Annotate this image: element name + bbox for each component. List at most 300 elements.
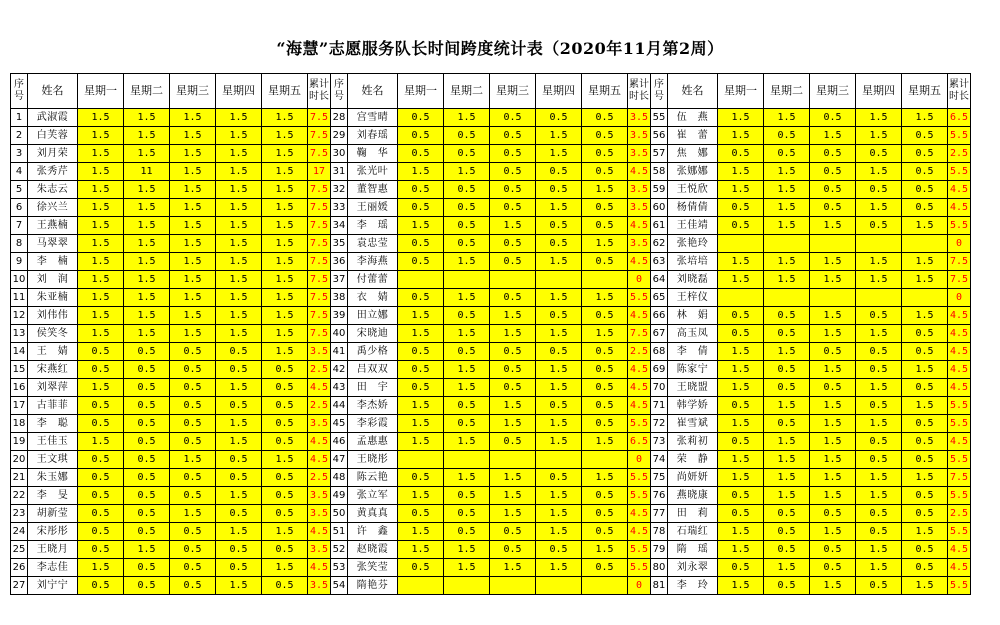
total-hours: 5.5 [628,415,651,433]
total-hours: 3.5 [308,487,331,505]
total-hours: 4.5 [308,451,331,469]
thursday-hours: 1.5 [536,559,582,577]
row-number: 81 [651,577,668,595]
row-number: 3 [11,145,28,163]
total-hours: 4.5 [628,379,651,397]
friday-hours: 0.5 [902,505,948,523]
name-header: 姓名 [348,74,398,109]
row-number: 59 [651,181,668,199]
monday-hours: 0.5 [78,577,124,595]
total-hours: 7.5 [308,235,331,253]
friday-hours: 1.5 [582,181,628,199]
total-hours: 17 [308,163,331,181]
tuesday-hours: 1.5 [124,541,170,559]
thursday-hours: 0.5 [856,361,902,379]
friday-hours: 1.5 [262,127,308,145]
total-hours: 4.5 [628,523,651,541]
friday-hours: 0.5 [902,451,948,469]
wednesday-hours: 0.5 [490,343,536,361]
table-row [11,415,971,433]
row-number: 51 [331,523,348,541]
wednesday-hours: 1.5 [490,325,536,343]
total-hours: 3.5 [628,145,651,163]
row-number: 42 [331,361,348,379]
table-row [11,523,971,541]
wednesday-hours: 0.5 [490,145,536,163]
monday-hours [718,289,764,307]
total-hours: 4.5 [948,325,971,343]
monday-hours: 1.5 [718,253,764,271]
tuesday-header: 星期二 [444,74,490,109]
monday-hours: 0.5 [398,109,444,127]
volunteer-name: 隋 瑶 [668,541,718,559]
row-number: 1 [11,109,28,127]
thursday-hours: 1.5 [536,505,582,523]
row-number: 11 [11,289,28,307]
thursday-hours: 1.5 [216,199,262,217]
wednesday-hours: 0.5 [170,379,216,397]
tuesday-hours: 1.5 [444,379,490,397]
table-row [11,325,971,343]
monday-hours: 0.5 [718,325,764,343]
monday-hours: 1.5 [398,397,444,415]
row-number: 24 [11,523,28,541]
tuesday-hours: 0.5 [124,559,170,577]
row-number: 39 [331,307,348,325]
monday-hours: 1.5 [718,379,764,397]
row-number: 16 [11,379,28,397]
row-number: 5 [11,181,28,199]
friday-hours: 1.5 [582,289,628,307]
friday-hours: 1.5 [902,307,948,325]
volunteer-name: 武淑霞 [28,109,78,127]
row-number: 2 [11,127,28,145]
tuesday-hours: 1.5 [444,469,490,487]
volunteer-name: 侯笑冬 [28,325,78,343]
volunteer-name: 王晓月 [28,541,78,559]
tuesday-hours: 0.5 [124,343,170,361]
friday-hours: 0.5 [582,163,628,181]
volunteer-name: 张艳玲 [668,235,718,253]
monday-hours: 1.5 [78,271,124,289]
monday-hours: 0.5 [718,217,764,235]
friday-hours: 0.5 [902,145,948,163]
thursday-hours: 0.5 [536,163,582,181]
row-number: 48 [331,469,348,487]
friday-hours: 0.5 [582,415,628,433]
volunteer-name: 孟惠惠 [348,433,398,451]
row-number: 72 [651,415,668,433]
row-number: 29 [331,127,348,145]
table-row [11,145,971,163]
thursday-hours: 0.5 [856,343,902,361]
wednesday-hours: 1.5 [490,559,536,577]
tuesday-hours: 0.5 [444,415,490,433]
row-number: 21 [11,469,28,487]
monday-hours [398,271,444,289]
friday-hours [582,577,628,595]
row-number: 31 [331,163,348,181]
row-number: 55 [651,109,668,127]
friday-hours: 0.5 [582,379,628,397]
tuesday-hours: 0.5 [444,505,490,523]
volunteer-name: 刘 润 [28,271,78,289]
seq-header: 序号 [11,74,28,109]
total-hours: 3.5 [628,181,651,199]
friday-hours: 1.5 [262,271,308,289]
wednesday-hours: 1.5 [170,199,216,217]
monday-hours: 1.5 [78,127,124,145]
wednesday-hours: 1.5 [810,361,856,379]
volunteer-name: 赵晓霞 [348,541,398,559]
row-number: 20 [11,451,28,469]
tuesday-hours: 1.5 [124,127,170,145]
wednesday-hours: 0.5 [810,559,856,577]
row-number: 33 [331,199,348,217]
thursday-hours: 0.5 [536,541,582,559]
volunteer-name: 刘晓磊 [668,271,718,289]
volunteer-name: 董智惠 [348,181,398,199]
monday-hours: 1.5 [398,325,444,343]
tuesday-hours: 1.5 [444,433,490,451]
thursday-hours: 1.5 [216,307,262,325]
volunteer-name: 陈云艳 [348,469,398,487]
thursday-hours: 1.5 [856,379,902,397]
table-row [11,127,971,145]
tuesday-header: 星期二 [764,74,810,109]
monday-hours: 1.5 [78,379,124,397]
row-number: 40 [331,325,348,343]
monday-hours: 0.5 [718,559,764,577]
thursday-hours: 0.5 [856,181,902,199]
thursday-hours: 1.5 [856,415,902,433]
row-number: 32 [331,181,348,199]
wednesday-hours: 0.5 [170,343,216,361]
friday-hours: 1.5 [262,163,308,181]
total-hours: 5.5 [628,559,651,577]
wednesday-hours: 0.5 [170,523,216,541]
row-number: 54 [331,577,348,595]
friday-hours: 0.5 [902,415,948,433]
friday-hours: 1.5 [902,109,948,127]
row-number: 43 [331,379,348,397]
table-row [11,109,971,127]
friday-hours: 1.5 [902,217,948,235]
wednesday-hours: 1.5 [810,451,856,469]
friday-header: 星期五 [262,74,308,109]
row-number: 71 [651,397,668,415]
volunteer-name: 田 莉 [668,505,718,523]
total-header: 累计时长 [308,74,331,109]
row-number: 37 [331,271,348,289]
row-number: 28 [331,109,348,127]
thursday-hours: 1.5 [856,559,902,577]
volunteer-name: 王梓仪 [668,289,718,307]
volunteer-name: 刘翠萍 [28,379,78,397]
table-row [11,289,971,307]
total-hours: 4.5 [948,307,971,325]
wednesday-hours: 1.5 [810,469,856,487]
row-number: 36 [331,253,348,271]
volunteer-name: 宋晓迪 [348,325,398,343]
friday-hours: 0.5 [902,325,948,343]
row-number: 18 [11,415,28,433]
monday-hours: 1.5 [718,361,764,379]
table-row [11,163,971,181]
tuesday-hours: 1.5 [764,451,810,469]
friday-hours: 0.5 [582,505,628,523]
thursday-hours: 1.5 [536,361,582,379]
wednesday-hours: 1.5 [490,487,536,505]
thursday-hours: 0.5 [216,343,262,361]
seq-header: 序号 [651,74,668,109]
thursday-hours: 0.5 [216,361,262,379]
wednesday-hours: 0.5 [810,109,856,127]
monday-hours: 1.5 [78,433,124,451]
wednesday-hours: 0.5 [490,199,536,217]
friday-hours [582,451,628,469]
wednesday-hours: 1.5 [170,127,216,145]
table-row [11,379,971,397]
friday-hours: 0.5 [582,559,628,577]
total-hours: 7.5 [308,199,331,217]
monday-hours: 0.5 [78,505,124,523]
total-hours: 7.5 [948,253,971,271]
monday-hours: 1.5 [718,541,764,559]
tuesday-hours: 0.5 [124,397,170,415]
thursday-hours: 1.5 [216,415,262,433]
total-hours: 4.5 [628,307,651,325]
tuesday-hours: 1.5 [764,181,810,199]
monday-hours: 0.5 [718,433,764,451]
row-number: 26 [11,559,28,577]
monday-hours: 1.5 [78,559,124,577]
friday-hours: 0.5 [262,469,308,487]
thursday-hours: 1.5 [856,253,902,271]
total-hours: 3.5 [628,235,651,253]
volunteer-name: 袁忠莹 [348,235,398,253]
friday-hours: 0.5 [582,361,628,379]
wednesday-hours: 0.5 [490,235,536,253]
total-hours: 3.5 [308,541,331,559]
thursday-hours: 1.5 [536,379,582,397]
total-hours: 0 [628,451,651,469]
row-number: 19 [11,433,28,451]
wednesday-hours: 0.5 [490,523,536,541]
monday-hours [398,451,444,469]
table-body [11,109,971,595]
volunteer-name: 燕晓康 [668,487,718,505]
thursday-hours: 1.5 [536,253,582,271]
thursday-hours: 1.5 [536,127,582,145]
monday-hours: 0.5 [718,307,764,325]
total-header: 累计时长 [628,74,651,109]
total-hours: 2.5 [948,145,971,163]
wednesday-hours: 0.5 [170,433,216,451]
wednesday-hours: 0.5 [810,163,856,181]
tuesday-hours: 1.5 [764,433,810,451]
friday-hours: 1.5 [582,541,628,559]
wednesday-hours: 0.5 [490,379,536,397]
table-row [11,343,971,361]
volunteer-name: 张培培 [668,253,718,271]
tuesday-hours: 0.5 [444,145,490,163]
monday-hours: 0.5 [398,235,444,253]
thursday-hours: 1.5 [216,325,262,343]
wednesday-hours: 1.5 [810,433,856,451]
tuesday-hours: 11 [124,163,170,181]
name-header: 姓名 [28,74,78,109]
volunteer-name: 张娜娜 [668,163,718,181]
monday-hours: 0.5 [78,397,124,415]
thursday-hours: 1.5 [536,145,582,163]
volunteer-name: 李 聪 [28,415,78,433]
thursday-hours: 0.5 [216,541,262,559]
wednesday-hours: 0.5 [170,397,216,415]
row-number: 44 [331,397,348,415]
volunteer-name: 张笑莹 [348,559,398,577]
tuesday-hours: 1.5 [764,559,810,577]
thursday-hours: 0.5 [856,577,902,595]
friday-hours: 1.5 [902,271,948,289]
monday-hours: 1.5 [398,487,444,505]
tuesday-hours: 1.5 [764,253,810,271]
row-number: 49 [331,487,348,505]
thursday-hours: 1.5 [216,109,262,127]
volunteer-name: 王悦欣 [668,181,718,199]
friday-hours: 1.5 [262,559,308,577]
wednesday-hours: 0.5 [490,181,536,199]
friday-hours: 1.5 [262,451,308,469]
total-hours: 4.5 [948,433,971,451]
thursday-hours [536,577,582,595]
wednesday-hours: 1.5 [810,577,856,595]
wednesday-hours: 1.5 [490,397,536,415]
total-hours: 7.5 [628,325,651,343]
volunteer-name: 张立军 [348,487,398,505]
header-row [11,74,971,109]
friday-hours: 1.5 [262,307,308,325]
tuesday-hours: 0.5 [444,127,490,145]
thursday-hours: 1.5 [856,325,902,343]
thursday-hours: 1.5 [536,433,582,451]
wednesday-hours: 1.5 [490,469,536,487]
volunteer-name: 李杰娇 [348,397,398,415]
tuesday-hours: 0.5 [124,433,170,451]
tuesday-hours: 1.5 [124,217,170,235]
volunteer-name: 禹少格 [348,343,398,361]
monday-hours: 1.5 [78,199,124,217]
wednesday-hours [490,577,536,595]
table-row [11,361,971,379]
monday-hours: 0.5 [78,343,124,361]
volunteer-name: 张光叶 [348,163,398,181]
thursday-hours: 1.5 [856,271,902,289]
row-number: 30 [331,145,348,163]
volunteer-name: 王丽媛 [348,199,398,217]
monday-hours: 1.5 [398,523,444,541]
tuesday-hours: 1.5 [444,109,490,127]
wednesday-hours: 0.5 [810,199,856,217]
thursday-hours: 0.5 [856,307,902,325]
monday-hours: 1.5 [718,577,764,595]
thursday-hours: 0.5 [216,469,262,487]
friday-hours: 1.5 [262,235,308,253]
thursday-hours: 0.5 [216,559,262,577]
thursday-hours: 1.5 [536,523,582,541]
thursday-hours: 1.5 [216,523,262,541]
wednesday-hours: 1.5 [810,127,856,145]
row-number: 4 [11,163,28,181]
total-hours: 5.5 [948,415,971,433]
thursday-hours: 0.5 [536,217,582,235]
tuesday-hours: 1.5 [124,307,170,325]
volunteer-name: 林 娟 [668,307,718,325]
wednesday-hours [810,235,856,253]
wednesday-hours: 0.5 [490,253,536,271]
friday-hours: 0.5 [902,181,948,199]
wednesday-hours: 1.5 [490,415,536,433]
friday-hours: 1.5 [902,253,948,271]
tuesday-hours: 1.5 [124,235,170,253]
total-header: 累计时长 [948,74,971,109]
tuesday-hours [444,577,490,595]
thursday-hours: 0.5 [856,505,902,523]
monday-hours: 0.5 [398,559,444,577]
wednesday-hours: 1.5 [810,271,856,289]
table-row [11,217,971,235]
volunteer-name: 石瑞红 [668,523,718,541]
friday-hours: 0.5 [262,505,308,523]
volunteer-hours-table [10,73,971,595]
friday-hours [902,289,948,307]
total-hours: 7.5 [308,253,331,271]
volunteer-name: 刘春瑶 [348,127,398,145]
tuesday-hours: 1.5 [444,361,490,379]
table-row [11,307,971,325]
tuesday-hours: 0.5 [124,415,170,433]
row-number: 22 [11,487,28,505]
volunteer-name: 王佳靖 [668,217,718,235]
wednesday-hours: 0.5 [170,487,216,505]
monday-hours: 1.5 [78,217,124,235]
monday-header: 星期一 [718,74,764,109]
total-hours: 4.5 [628,253,651,271]
volunteer-name: 衣 婧 [348,289,398,307]
wednesday-hours: 1.5 [490,307,536,325]
row-number: 38 [331,289,348,307]
total-hours: 7.5 [308,217,331,235]
tuesday-hours: 0.5 [124,469,170,487]
friday-hours: 1.5 [262,217,308,235]
row-number: 78 [651,523,668,541]
monday-hours: 0.5 [398,505,444,523]
friday-hours: 0.5 [902,343,948,361]
friday-hours: 0.5 [902,433,948,451]
volunteer-name: 朱志云 [28,181,78,199]
monday-hours: 1.5 [718,415,764,433]
wednesday-hours [810,289,856,307]
monday-header: 星期一 [398,74,444,109]
table-row [11,397,971,415]
friday-hours: 0.5 [262,487,308,505]
total-hours: 5.5 [948,127,971,145]
total-hours: 7.5 [308,271,331,289]
monday-hours: 1.5 [718,523,764,541]
thursday-hours: 1.5 [216,487,262,505]
tuesday-hours: 0.5 [764,325,810,343]
tuesday-hours: 0.5 [444,235,490,253]
